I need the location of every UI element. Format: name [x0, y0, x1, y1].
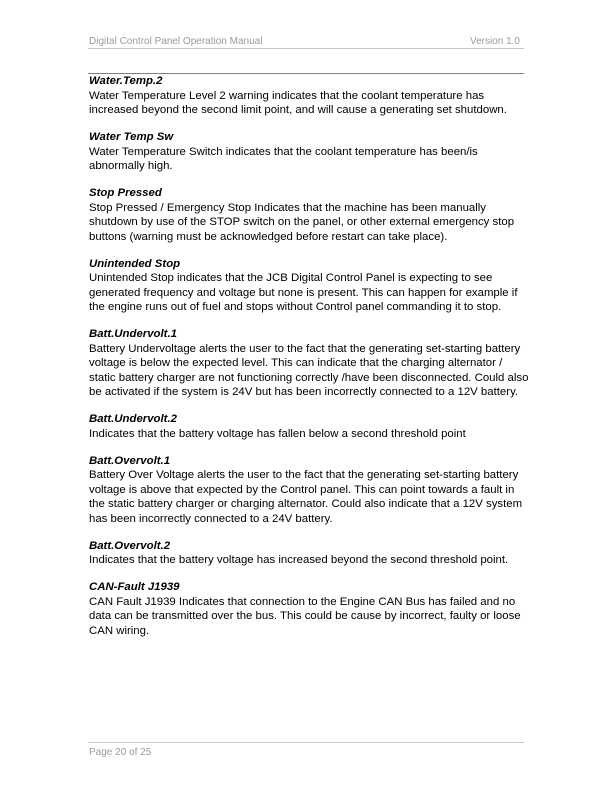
section-water-temp-sw [89, 130, 529, 174]
section-water-temp-2 [89, 74, 529, 118]
section-unintended-stop [89, 257, 529, 315]
section-heading: Unintended Stop [89, 257, 181, 270]
section-text: CAN Fault J1939 Indicates that connection to the Engine CAN Bus has failed and no data can be transmitted over the bus. This could be cause by incorrect, faulty or loose CAN wiring. [89, 595, 521, 637]
section-text: Battery Over Voltage alerts the user to the fact that the generating set-starting battery voltage is above that expected by the Control panel. This can point towards a fault in the static battery charger or charging alternator. Could also indicate that a 12V system has been incorrectly connected to a 24V battery. [89, 469, 523, 525]
section-heading: Stop Pressed [89, 186, 162, 199]
document-body [89, 74, 529, 651]
section-batt-overvolt-1 [89, 454, 529, 527]
section-heading: Batt.Undervolt.2 [89, 413, 177, 426]
header-divider [88, 48, 524, 49]
section-batt-overvolt-2 [89, 539, 529, 568]
section-text: Indicates that the battery voltage has increased beyond the second threshold point. [89, 554, 509, 567]
section-text: Water Temperature Level 2 warning indicates that the coolant temperature has increased beyond the second limit point, and will cause a generating set shutdown. [89, 89, 507, 117]
section-heading: Water.Temp.2 [89, 75, 163, 87]
section-batt-undervolt-1 [89, 327, 529, 400]
section-heading: Batt.Undervolt.1 [89, 328, 177, 341]
section-text: Unintended Stop indicates that the JCB Digital Control Panel is expecting to see generated frequency and voltage but none is present. This can happen for example if the engine runs out of fuel and stops without Control panel commanding it to stop. [89, 272, 518, 314]
section-can-fault-j1939 [89, 580, 529, 638]
section-text: Water Temperature Switch indicates that the coolant temperature has been/is abnormally high. [89, 145, 478, 173]
page-number: Page 20 of 25 [89, 747, 152, 758]
section-text: Indicates that the battery voltage has fallen below a second threshold point [89, 427, 466, 440]
section-heading: CAN-Fault J1939 [89, 581, 180, 594]
footer-divider [88, 742, 524, 743]
version-label: Version 1.0 [469, 36, 520, 47]
section-stop-pressed [89, 186, 529, 244]
section-heading: Batt.Overvolt.1 [89, 454, 171, 467]
section-text: Battery Undervoltage alerts the user to the fact that the generating set-starting battery voltage is below the expected level. This can indicate that the charging alternator / static battery charger are not functioning correctly /have been disconnected. Could also be activated if the system is 24V but has been incorrectly connected to a 12V battery. [89, 342, 529, 399]
section-heading: Batt.Overvolt.2 [89, 539, 171, 552]
section-text: Stop Pressed / Emergency Stop Indicates that the machine has been manually shutdown by use of the STOP switch on the panel, or other external emergency stop buttons (warning must be acknowledged before restart can take place). [89, 201, 515, 243]
section-heading: Water Temp Sw [89, 130, 174, 143]
manual-title: Digital Control Panel Operation Manual [89, 36, 263, 47]
section-batt-undervolt-2 [89, 412, 529, 441]
page-header [89, 36, 523, 47]
